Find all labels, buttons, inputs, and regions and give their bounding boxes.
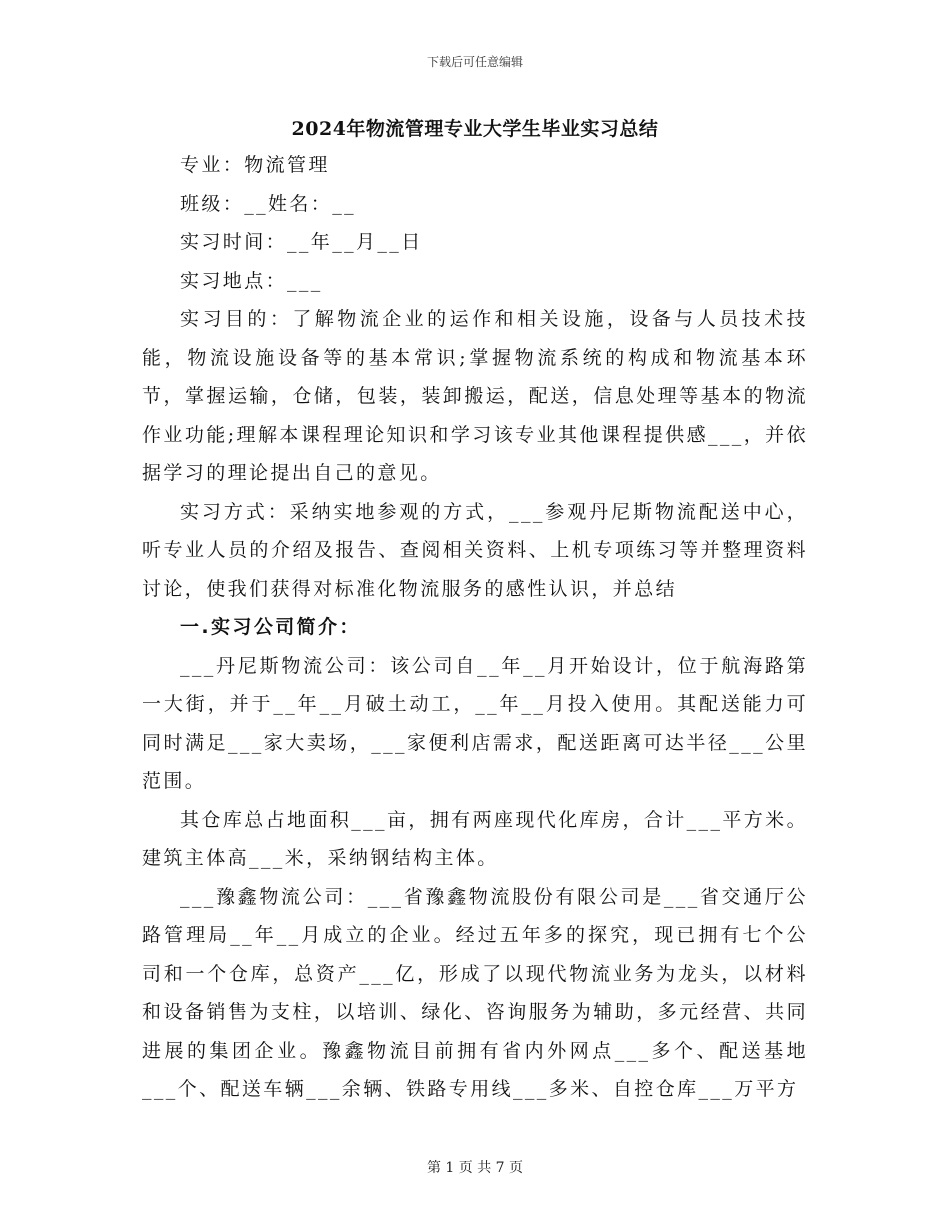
paragraph-internship-purpose: 实习目的：了解物流企业的运作和相关设施，设备与人员技术技能，物流设施设备等的基本常识;掌握物流系统的构成和物流基本环节，掌握运输，仓储，包装，装卸搬运，配送，信息处理等基本的物流作业功能;理解本课程理论知识和学习该专业其他课程提供感___，并依据学习的理论提出自己的意见。	[142, 308, 808, 484]
document-body	[142, 146, 808, 1109]
section-heading-company-intro: 一.实习公司简介：	[180, 616, 361, 638]
paragraph-dennis-logistics: ___丹尼斯物流公司：该公司自__年__月开始设计，位于航海路第一大街，并于__年__月破土动工，__年__月投入使用。其配送能力可同时满足___家大卖场，___家便利店需求，配送距离可达半径___公里范围。	[142, 654, 808, 792]
paragraph-internship-time: 实习时间：__年__月__日	[180, 231, 423, 253]
paragraph-yuxin-logistics: ___豫鑫物流公司：___省豫鑫物流股份有限公司是___省交通厅公路管理局__年__月成立的企业。经过五年多的探究，现已拥有七个公司和一个仓库，总资产___亿，形成了以现代物流业务为龙头，以材料和设备销售为支柱，以培训、绿化、咨询服务为辅助，多元经营、共同进展的集团企业。豫鑫物流目前拥有省内外网点___多个、配送基地___个、配送车辆___余辆、铁路专用线___多米、自控仓库___万平方	[142, 885, 808, 1100]
paragraph-internship-method: 实习方式：采纳实地参观的方式，___参观丹尼斯物流配送中心，听专业人员的介绍及报告、查阅相关资料、上机专项练习等并整理资料讨论，使我们获得对标准化物流服务的感性认识，并总结	[142, 500, 808, 600]
paragraph-warehouse-area: 其仓库总占地面积___亩，拥有两座现代化库房，合计___平方米。建筑主体高___米，采纳钢结构主体。	[142, 808, 808, 869]
paragraph-major: 专业：物流管理	[180, 154, 330, 176]
document-title: 2024年物流管理专业大学生毕业实习总结	[291, 118, 659, 140]
paragraph-internship-location: 实习地点：___	[180, 269, 323, 292]
page-header-note: 下载后可任意编辑	[426, 55, 523, 69]
page-number: 第 1 页 共 7 页	[426, 1160, 524, 1176]
paragraph-class-name: 班级：__姓名：__	[180, 192, 357, 215]
